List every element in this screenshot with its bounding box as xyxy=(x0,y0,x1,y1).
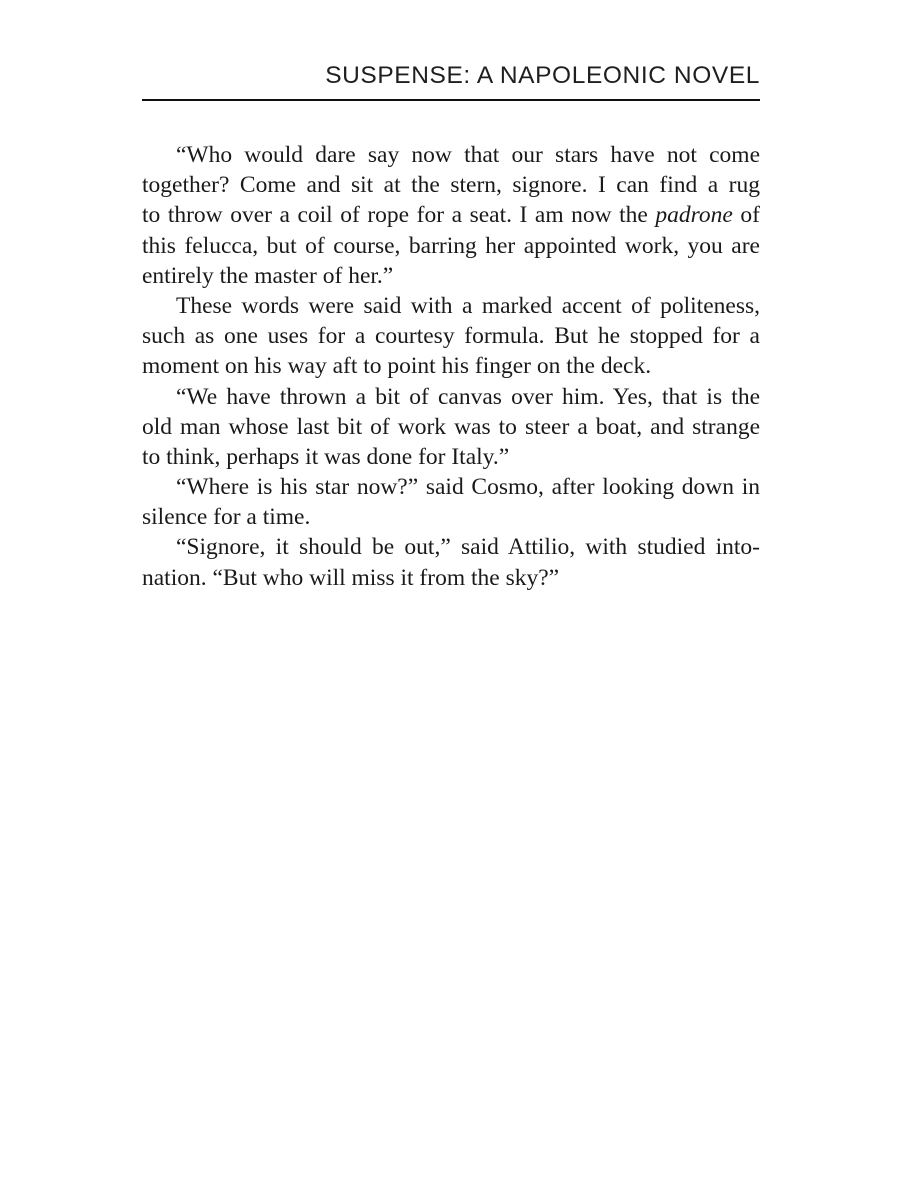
text-line: this felucca, but of course, barring her appointed work, you are xyxy=(142,232,760,259)
text-line: together? Come and sit at the stern, signore. I can find a rug xyxy=(142,172,760,199)
text-line: nation. “But who will miss it from the sky?” xyxy=(142,564,560,591)
text-line: These words were said with a marked accent of politeness, xyxy=(176,292,760,319)
text-line: silence for a time. xyxy=(142,504,311,531)
header-rule xyxy=(142,99,760,101)
body-text xyxy=(142,140,760,593)
text-line: “We have thrown a bit of canvas over him. Yes, that is the xyxy=(176,383,760,410)
text-line: old man whose last bit of work was to steer a boat, and strange xyxy=(142,413,760,440)
text-line: to throw over a coil of rope for a seat. I am now the padrone of xyxy=(142,202,760,229)
text-line: “Where is his star now?” said Cosmo, after looking down in xyxy=(176,474,760,501)
italic-word: padrone xyxy=(655,202,733,229)
text-line: “Signore, it should be out,” said Attilio, with studied into- xyxy=(176,534,760,561)
text-line: such as one uses for a courtesy formula. But he stopped for a xyxy=(142,323,760,350)
text-line: to think, perhaps it was done for Italy.” xyxy=(142,443,510,470)
text-line: entirely the master of her.” xyxy=(142,262,394,289)
text-line: moment on his way aft to point his finger on the deck. xyxy=(142,353,652,380)
running-head: SUSPENSE: A NAPOLEONIC NOVEL xyxy=(325,62,760,89)
text-line: “Who would dare say now that our stars have not come xyxy=(176,142,760,168)
